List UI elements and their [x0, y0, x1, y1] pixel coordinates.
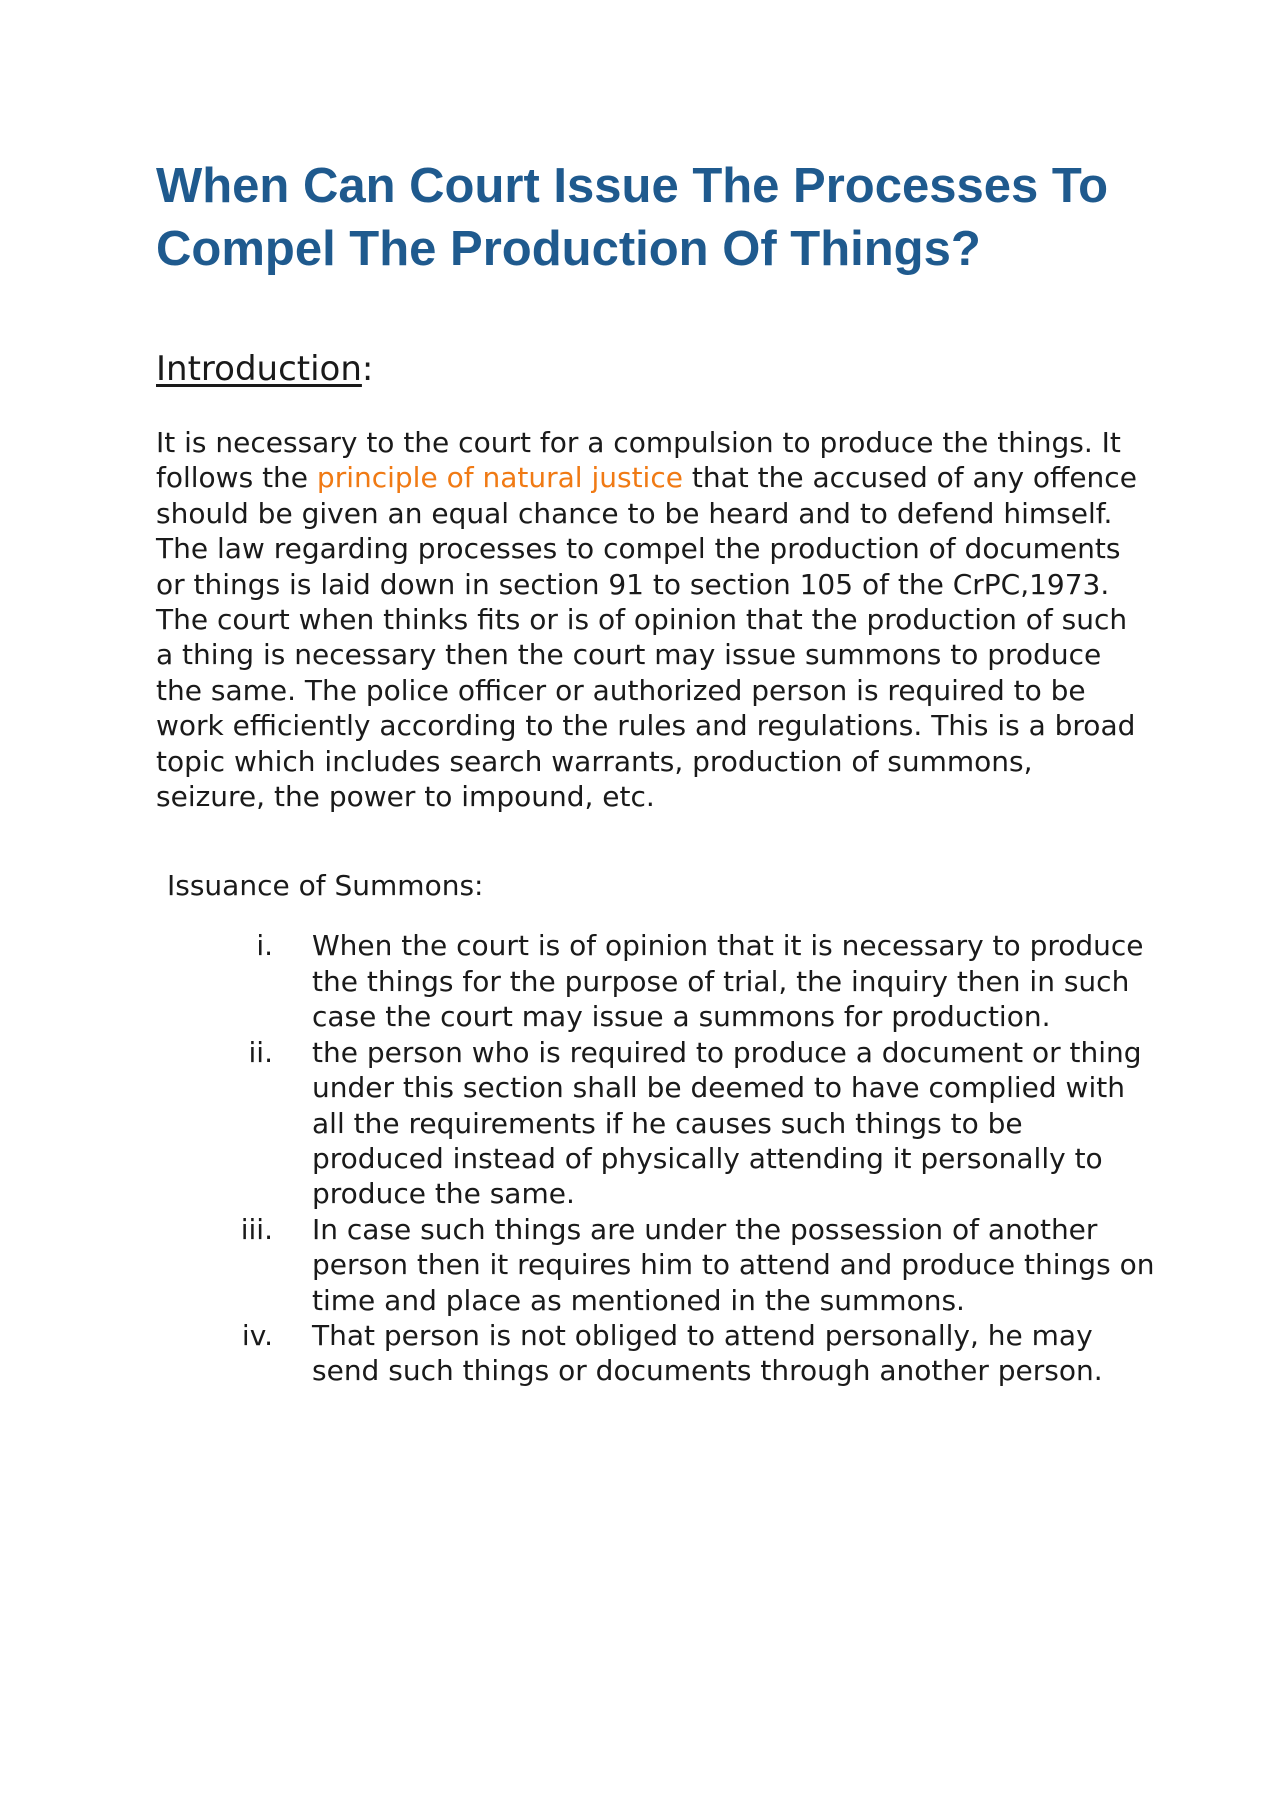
list-item: [156, 928, 1158, 1034]
summons-list: [156, 928, 1155, 1388]
introduction-heading-text: Introduction: [156, 349, 362, 389]
list-item: [156, 1212, 1158, 1318]
introduction-paragraph: [156, 425, 1146, 814]
list-item-text: That person is not obliged to attend personally, he may send such things or documents through another person.: [312, 1318, 1103, 1388]
introduction-heading: [156, 347, 1146, 391]
list-item-text: When the court is of opinion that it is necessary to produce the things for the purpose of trial, the inquiry then in such case the court may issue a summons for production.: [312, 929, 1144, 1034]
list-item-number: i.: [256, 929, 273, 963]
introduction-text-part-2: that the accused of any offence should be given an equal chance to be heard and to defend himself. The law regarding processes to compel the production of documents or things is laid down in section 91 to section 105 of the CrPC,1973. The court when thinks fits or is of opinion that the production of such a thing is necessary then the court may issue summons to produce the same. The police officer or authorized person is required to be work efficiently according to the rules and regulations. This is a broad topic which includes search warrants, production of summons, seizure, the power to impound, etc.: [156, 461, 1137, 814]
list-item-number: iv.: [241, 1318, 273, 1352]
issuance-of-summons-heading: Issuance of Summons:: [167, 869, 484, 903]
list-item-text: In case such things are under the possession of another person then it requires him to attend and produce things on time and place as mentioned in the summons.: [312, 1212, 1155, 1317]
list-item: [156, 1035, 1158, 1212]
document-page: [156, 155, 1155, 1389]
page-title: When Can Court Issue The Processes To Compel The Production Of Things?: [156, 159, 1109, 276]
list-item-number: iii.: [240, 1212, 273, 1246]
list-item-text: the person who is required to produce a document or thing under this section shall be deemed to have complied with all the requirements if he causes such things to be produced instead of physically attending it personally to produce the same.: [312, 1035, 1142, 1211]
introduction-heading-colon: :: [361, 349, 374, 389]
natural-justice-link[interactable]: principle of natural justice: [316, 461, 683, 495]
list-item: [156, 1318, 1158, 1389]
list-item-number: ii.: [248, 1035, 273, 1069]
introduction-text-part-1: It is necessary to the court for a compulsion to produce the things. It follows the: [156, 426, 1121, 495]
